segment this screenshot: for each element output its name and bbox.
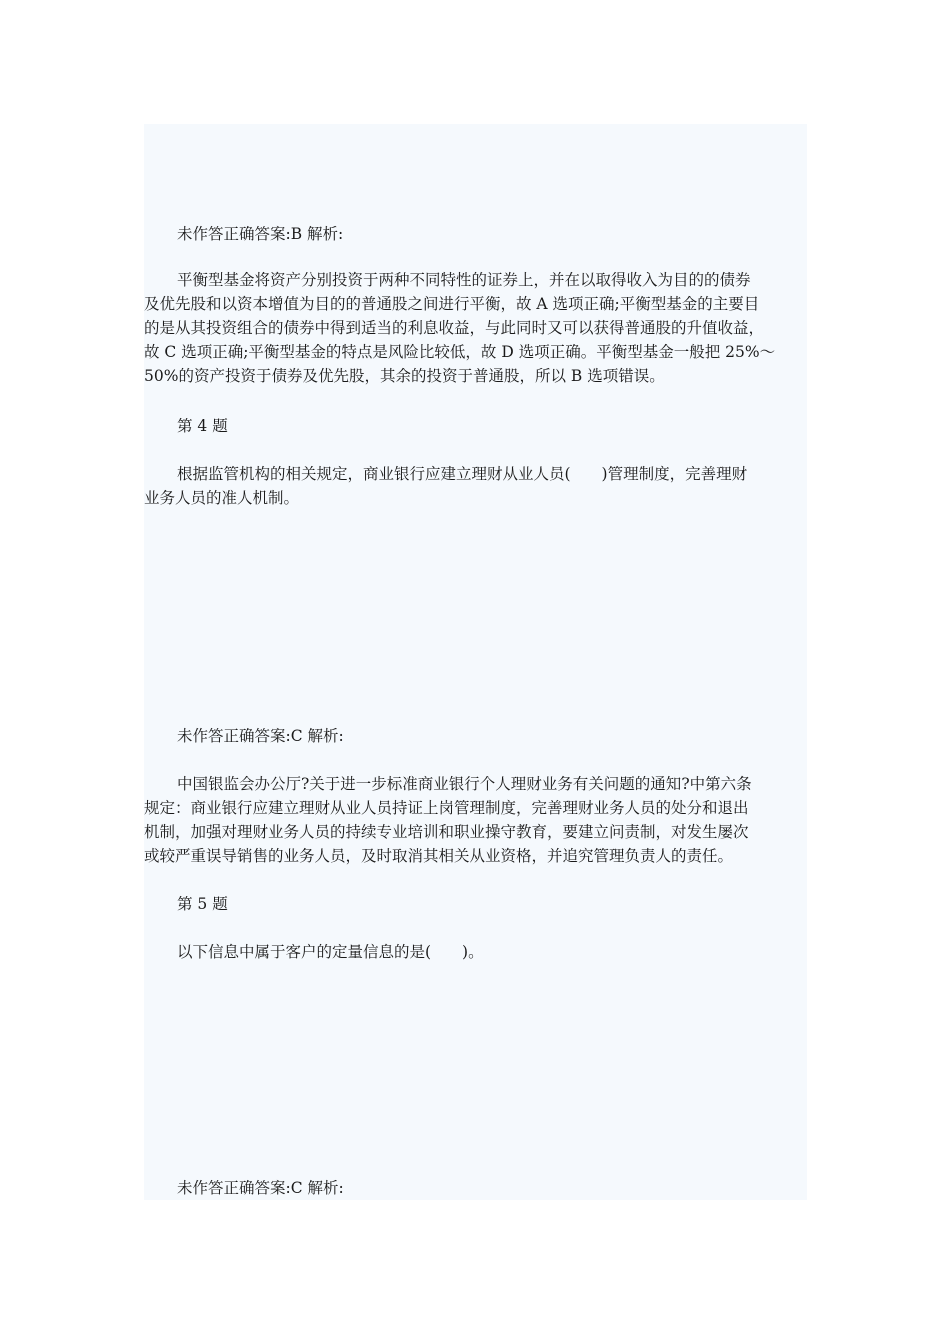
explanation-2-line: 机制，加强对理财业务人员的持续专业培训和职业操守教育，要建立问责制，对发生屡次 bbox=[144, 823, 749, 841]
question-5-title: 第 5 题 bbox=[177, 895, 228, 913]
explanation-2-line: 或较严重误导销售的业务人员，及时取消其相关从业资格，并追究管理负责人的责任。 bbox=[144, 847, 734, 865]
explanation-2 bbox=[144, 772, 807, 868]
answer-line-1: 未作答正确答案:B 解析: bbox=[177, 225, 344, 243]
explanation-1-line: 的是从其投资组合的债券中得到适当的利息收益，与此同时又可以获得普通股的升值收益， bbox=[144, 319, 765, 337]
answer-line-2: 未作答正确答案:C 解析: bbox=[177, 727, 344, 745]
question-4-title: 第 4 题 bbox=[177, 417, 228, 435]
explanation-1-line: 平衡型基金将资产分别投资于两种不同特性的证券上，并在以取得收入为目的的债券 bbox=[177, 271, 751, 289]
question-4-text bbox=[144, 462, 807, 510]
explanation-2-line: 规定：商业银行应建立理财从业人员持证上岗管理制度，完善理财业务人员的处分和退出 bbox=[144, 799, 749, 817]
question-4-line: 根据监管机构的相关规定，商业银行应建立理财从业人员( )管理制度，完善理财 bbox=[177, 465, 748, 483]
question-5-text: 以下信息中属于客户的定量信息的是( )。 bbox=[177, 943, 484, 961]
question-4-line: 业务人员的准人机制。 bbox=[144, 489, 300, 507]
explanation-1 bbox=[144, 268, 807, 388]
explanation-1-line: 故 C 选项正确;平衡型基金的特点是风险比较低，故 D 选项正确。平衡型基金一般把 25%～ bbox=[144, 343, 776, 361]
explanation-2-line: 中国银监会办公厅?关于进一步标准商业银行个人理财业务有关问题的通知?中第六条 bbox=[177, 775, 752, 793]
explanation-1-line: 及优先股和以资本增值为目的的普通股之间进行平衡，故 A 选项正确;平衡型基金的主要目 bbox=[144, 295, 760, 313]
explanation-1-line: 50%的资产投资于债券及优先股，其余的投资于普通股，所以 B 选项错误。 bbox=[144, 367, 665, 385]
answer-line-3: 未作答正确答案:C 解析: bbox=[177, 1179, 344, 1197]
